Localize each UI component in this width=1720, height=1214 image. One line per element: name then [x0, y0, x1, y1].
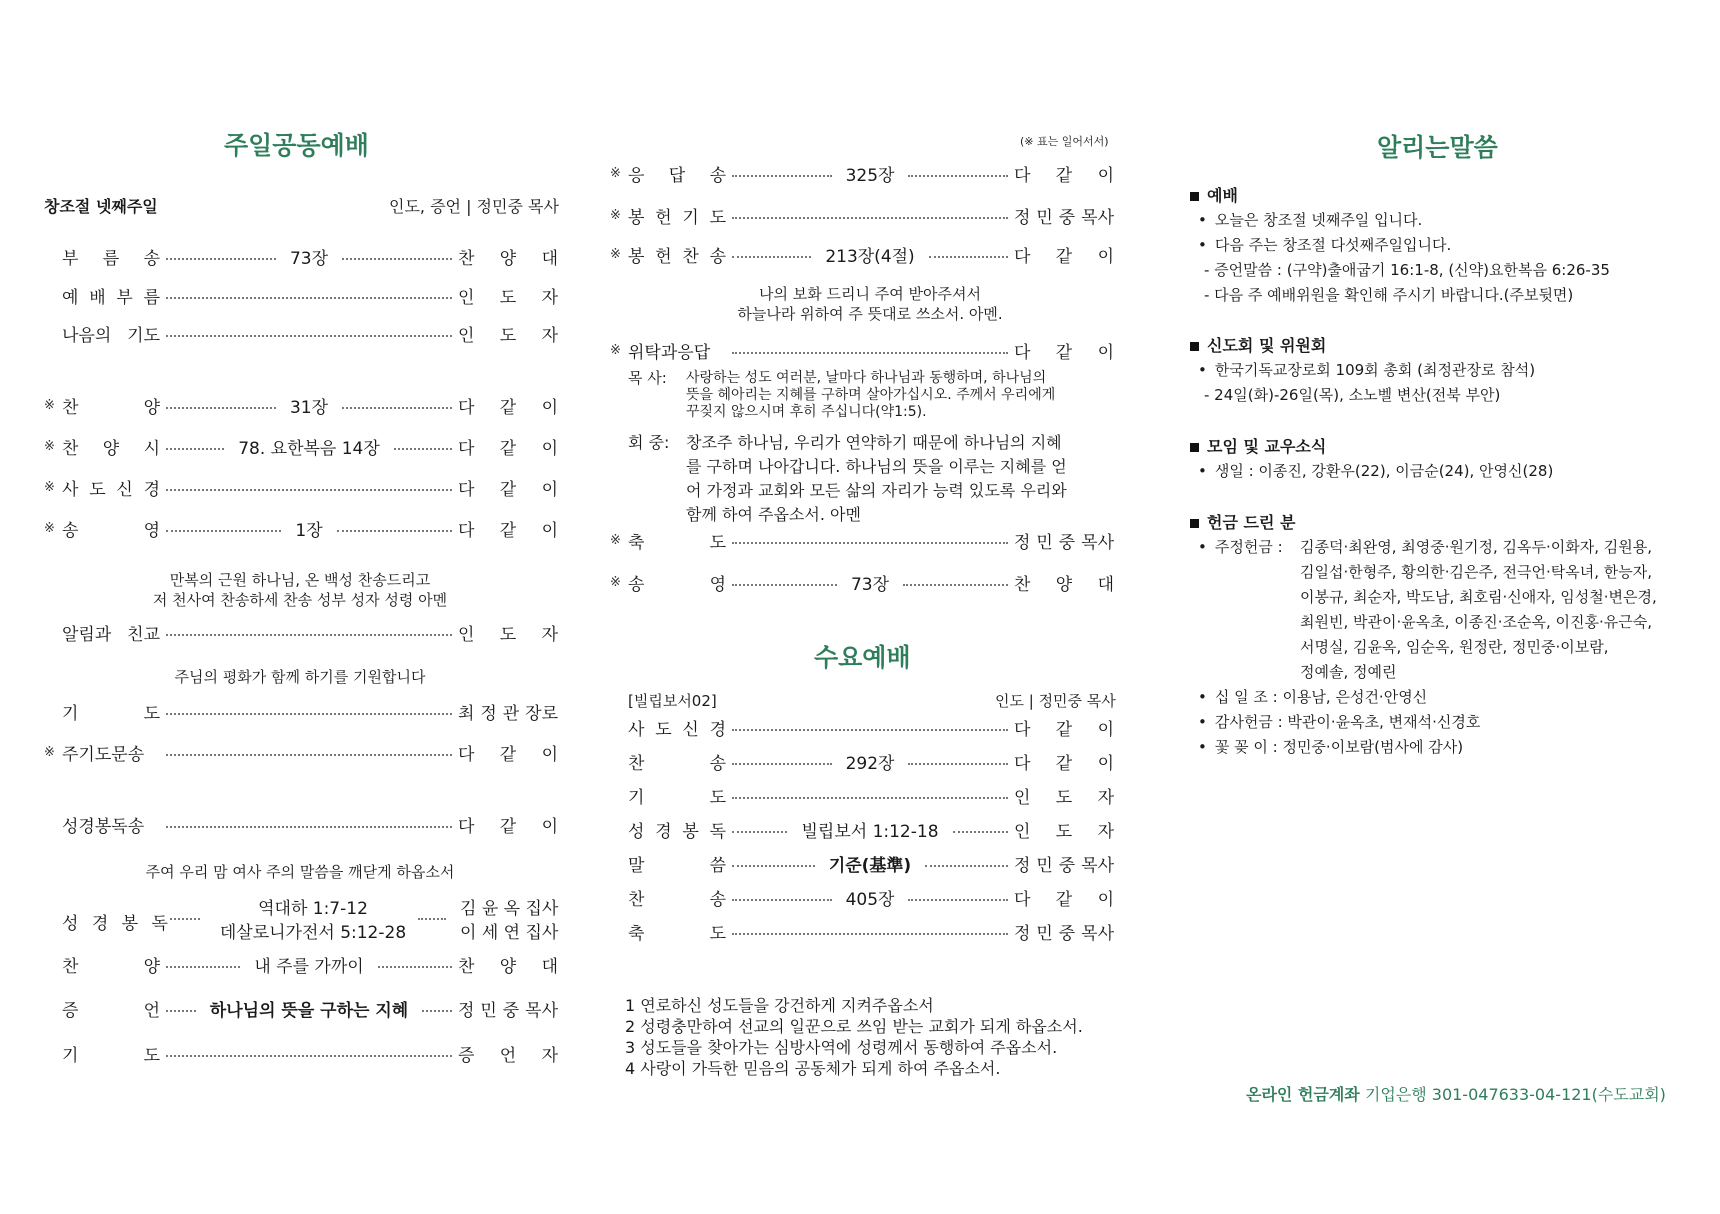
- order-responsible: 정 민 중 목사: [1014, 923, 1114, 944]
- order-value: 405장: [845, 889, 895, 910]
- order-responsible: 정 민 중 목사: [1014, 532, 1114, 553]
- pastor-line: 뜻을 헤아리는 지혜를 구하며 살아가십시오. 주께서 우리에게: [686, 387, 1056, 403]
- dot-leader: [342, 257, 452, 260]
- order-label: 나음의 기도: [62, 325, 160, 346]
- congregation-response: [628, 431, 1067, 527]
- reading-passages: [218, 897, 408, 945]
- order-label: 성경봉독송: [62, 816, 145, 837]
- order-row: [44, 619, 558, 645]
- order-value: 31장: [289, 397, 329, 418]
- reader-1: 김 윤 옥 집사: [460, 899, 559, 919]
- standing-mark: ※: [610, 532, 621, 548]
- dot-leader: [732, 583, 837, 586]
- standing-mark: ※: [44, 438, 55, 454]
- thanks-offering-line: • 감사헌금 : 박관이·윤옥초, 변재석·신경호: [1198, 710, 1657, 735]
- order-responsible: 찬 양 대: [458, 956, 558, 977]
- prayer-item: 3 성도들을 찾아가는 심방사역에 성령께서 동행하여 주옵소서.: [625, 1038, 1058, 1057]
- offering-line-2: 하늘나라 위하여 주 뜻대로 쓰소서. 아멘.: [737, 305, 1003, 323]
- announcement-line: - 24일(화)-26일(목), 소노벨 변산(전북 부안): [1204, 386, 1501, 404]
- dot-leader: [732, 351, 1008, 354]
- dot-leader: [166, 257, 276, 260]
- order-value: 292장: [845, 753, 895, 774]
- order-row: [44, 811, 558, 837]
- order-row: [610, 569, 1114, 595]
- order-label: 기 도: [62, 1045, 160, 1066]
- order-value: 기준(基準): [828, 855, 912, 876]
- order-label: 찬 양 시: [62, 438, 160, 459]
- offering-names: 김종덕·최완영, 최영중·원기정, 김옥두·이화자, 김원용,: [1300, 538, 1652, 556]
- announcements-title: 알리는말씀: [1377, 133, 1498, 162]
- order-responsible: 다 같 이: [458, 397, 558, 418]
- order-responsible: 다 같 이: [458, 438, 558, 459]
- order-row: [44, 515, 558, 541]
- order-row: [44, 951, 558, 977]
- order-row: [44, 698, 558, 724]
- square-bullet-icon: [1190, 443, 1199, 452]
- order-label: 기 도: [628, 787, 726, 808]
- order-responsible: 다 같 이: [458, 520, 558, 541]
- order-responsible: 다 같 이: [1014, 889, 1114, 910]
- order-label: 주기도문송: [62, 744, 145, 765]
- order-row: [610, 782, 1114, 808]
- order-row: [610, 816, 1114, 842]
- congregation-line: 어 가정과 교회와 모든 삶의 자리가 능력 있도록 우리와: [686, 481, 1067, 500]
- order-value: 내 주를 가까이: [254, 956, 364, 977]
- order-row: [610, 714, 1114, 740]
- dot-leader: [732, 898, 832, 901]
- dot-leader: [166, 447, 224, 450]
- prayer-item: 4 사랑이 가득한 믿음의 공동체가 되게 하여 주옵소서.: [625, 1059, 1001, 1078]
- order-row: [44, 320, 558, 346]
- prayer-item: 2 성령충만하여 선교의 일꾼으로 쓰임 받는 교회가 되게 하옵소서.: [625, 1017, 1083, 1036]
- order-row: [610, 918, 1114, 944]
- announcement-line: • 생일 : 이종진, 강환우(22), 이금순(24), 안영신(28): [1198, 459, 1553, 484]
- section-heading: 모임 및 교우소식: [1190, 434, 1553, 459]
- main-worship-title: 주일공동예배: [224, 131, 369, 160]
- order-label: 사 도 신 경: [62, 479, 160, 500]
- dot-leader: [342, 406, 452, 409]
- order-label: 송 영: [628, 574, 726, 595]
- order-responsible: 찬 양 대: [458, 248, 558, 269]
- scripture-prayer: 주여 우리 맘 여사 주의 말씀을 깨닫게 하옵소서: [145, 863, 455, 881]
- order-row: [44, 739, 558, 765]
- standing-mark: ※: [44, 744, 55, 760]
- order-responsible: 다 같 이: [1014, 246, 1114, 267]
- offering-names: 최원빈, 박관이·윤옥초, 이종진·조순옥, 이진홍·유근숙,: [1300, 613, 1652, 631]
- order-label: 말 씀: [628, 855, 726, 876]
- announcements-news: [1190, 434, 1553, 484]
- order-value: 325장: [845, 165, 895, 186]
- order-label: 증 언: [62, 1000, 160, 1021]
- dot-leader: [732, 255, 811, 258]
- order-responsible: 다 같 이: [1014, 342, 1114, 363]
- order-label: 찬 송: [628, 753, 726, 774]
- order-row: [44, 995, 558, 1021]
- announcements-offerings: [1190, 510, 1657, 760]
- dot-leader: [337, 529, 452, 532]
- order-label: 축 도: [628, 923, 726, 944]
- order-responsible: 다 같 이: [1014, 753, 1114, 774]
- wednesday-worship-title: 수요예배: [814, 643, 911, 672]
- order-responsible: 정 민 중 목사: [1014, 207, 1114, 228]
- pastor-line: 사랑하는 성도 여러분, 날마다 하나님과 동행하며, 하나님의: [686, 370, 1047, 386]
- order-label: 봉 헌 기 도: [628, 207, 726, 228]
- square-bullet-icon: [1190, 519, 1199, 528]
- section-heading: 신도회 및 위원회: [1190, 333, 1535, 358]
- order-label: 찬 양: [62, 397, 160, 418]
- order-value: 1장: [295, 520, 323, 541]
- order-label: 알림과 친교: [62, 624, 160, 645]
- order-responsible: 정 민 중 목사: [458, 1000, 558, 1021]
- reader-2: 이 세 연 집사: [460, 923, 559, 943]
- order-label: 찬 송: [628, 889, 726, 910]
- order-row: [44, 243, 558, 269]
- standing-mark: ※: [44, 520, 55, 536]
- dot-leader: [166, 406, 276, 409]
- congregation-label: 회 중:: [628, 433, 670, 452]
- pastor-line: 꾸짖지 않으시며 후히 주십니다(약1:5).: [686, 404, 927, 420]
- online-account-footer: [1246, 1082, 1666, 1105]
- tithe-line: • 십 일 조 : 이용남, 은성건·안영신: [1198, 685, 1657, 710]
- order-responsible: 인 도 자: [458, 287, 558, 308]
- order-value: 213장(4절): [825, 246, 915, 267]
- order-label: 부 름 송: [62, 248, 160, 269]
- order-row: [610, 241, 1114, 267]
- offering-names: 이봉규, 최순자, 박도남, 최호림·신애자, 임성철·변은경,: [1300, 588, 1657, 606]
- passage-2: 데살로니가전서 5:12-28: [219, 923, 407, 943]
- announcement-line: • 다음 주는 창조절 다섯째주일입니다.: [1198, 233, 1610, 258]
- standing-mark: ※: [610, 207, 621, 223]
- announcements-worship: [1190, 183, 1610, 308]
- dot-leader: [908, 174, 1008, 177]
- reading-leader-b: [418, 918, 446, 920]
- pastor-label: 목 사:: [628, 369, 667, 387]
- offering-names: 서명실, 김윤옥, 임순옥, 원정란, 정민중·이보람,: [1300, 638, 1609, 656]
- dot-leader: [166, 753, 452, 756]
- order-responsible: 다 같 이: [458, 744, 558, 765]
- dot-leader: [732, 762, 832, 765]
- order-label: 송 영: [62, 520, 160, 541]
- leader-info: 인도, 증언 | 정민중 목사: [389, 197, 559, 216]
- passage-1: 역대하 1:7-12: [258, 899, 368, 919]
- offering-line-1: 나의 보화 드리니 주여 받아주셔서: [759, 285, 981, 303]
- doxology-line-2: 저 천사여 찬송하세 찬송 성부 성자 성령 아멘: [152, 591, 448, 609]
- announcement-line: • 오늘은 창조절 넷째주일 입니다.: [1198, 208, 1610, 233]
- offering-names: 김일섭·한형주, 황의한·김은주, 전극언·탁옥녀, 한능자,: [1300, 563, 1652, 581]
- dot-leader: [394, 447, 452, 450]
- dot-leader: [925, 864, 1008, 867]
- standing-mark: ※: [610, 165, 621, 181]
- order-responsible: 찬 양 대: [1014, 574, 1114, 595]
- dot-leader: [732, 541, 1008, 544]
- announcement-line: - 증언말씀 : (구약)출애굽기 16:1-8, (신약)요한복음 6:26-35: [1204, 261, 1610, 279]
- standing-mark: ※: [610, 342, 621, 358]
- order-row: [44, 282, 558, 308]
- dot-leader: [166, 633, 452, 636]
- dot-leader: [732, 174, 832, 177]
- dot-leader: [166, 334, 452, 337]
- congregation-line: 함께 하여 주옵소서. 아멘: [686, 505, 861, 524]
- standing-mark: ※: [610, 246, 621, 262]
- order-label: 축 도: [628, 532, 726, 553]
- order-row: [610, 337, 1114, 363]
- dot-leader: [422, 1009, 452, 1012]
- order-row: [610, 160, 1114, 186]
- offering-lyrics: [690, 284, 1050, 324]
- order-responsible: 인 도 자: [458, 325, 558, 346]
- order-responsible: 다 같 이: [458, 816, 558, 837]
- order-label: 예 배 부 름: [62, 287, 160, 308]
- order-row: [44, 1040, 558, 1066]
- section-heading: 예배: [1190, 183, 1610, 208]
- reading-label: 성 경 봉 독: [62, 914, 172, 934]
- order-value: 73장: [850, 574, 890, 595]
- order-responsible: 정 민 중 목사: [1014, 855, 1115, 876]
- order-label: 성 경 봉 독: [628, 821, 726, 842]
- dot-leader: [166, 529, 281, 532]
- order-row: [610, 527, 1114, 553]
- dot-leader: [166, 825, 452, 828]
- doxology-line-1: 만복의 근원 하나님, 온 백성 찬송드리고: [169, 571, 431, 589]
- order-row: [610, 748, 1114, 774]
- congregation-line: 를 구하며 나아갑니다. 하나님의 뜻을 이루는 지혜를 얻: [686, 457, 1067, 476]
- reading-readers: [460, 897, 558, 945]
- order-row: [44, 433, 558, 459]
- standing-note: (※ 표는 일어서서): [1020, 135, 1109, 148]
- dot-leader: [166, 296, 452, 299]
- square-bullet-icon: [1190, 192, 1199, 201]
- order-responsible: 다 같 이: [1014, 165, 1114, 186]
- dot-leader: [732, 216, 1008, 219]
- standing-mark: ※: [610, 574, 621, 590]
- dot-leader: [166, 488, 452, 491]
- prayer-list: [625, 995, 1083, 1079]
- order-row: [610, 850, 1114, 876]
- dot-leader: [953, 830, 1008, 833]
- peace-text: 주님의 평화가 함께 하기를 기원합니다: [174, 668, 426, 686]
- order-value: 78. 요한복음 14장: [238, 438, 380, 459]
- order-row: [610, 884, 1114, 910]
- order-row: [44, 392, 558, 418]
- order-label: 찬 양: [62, 956, 160, 977]
- dot-leader: [166, 1009, 196, 1012]
- dot-leader: [166, 965, 240, 968]
- order-label: 위탁과응답: [628, 342, 711, 363]
- order-responsible: 인 도 자: [458, 624, 558, 645]
- pastor-exhortation: [628, 370, 1055, 421]
- prayer-item: 1 연로하신 성도들을 강건하게 지켜주옵소서: [625, 996, 934, 1015]
- order-responsible: 다 같 이: [1014, 719, 1114, 740]
- standing-mark: ※: [44, 479, 55, 495]
- announcements-committee: [1190, 333, 1535, 408]
- dot-leader: [166, 712, 452, 715]
- order-label: 응 답 송: [628, 165, 726, 186]
- congregation-line: 창조주 하나님, 우리가 연약하기 때문에 하나님의 지혜: [686, 433, 1062, 452]
- wednesday-leader: 인도 | 정민중 목사: [995, 692, 1116, 710]
- dot-leader: [732, 932, 1008, 935]
- dot-leader: [732, 864, 815, 867]
- flowers-line: • 꽃 꽂 이 : 정민중·이보람(범사에 감사): [1198, 735, 1657, 760]
- order-value: 73장: [289, 248, 329, 269]
- announcement-line: - 다음 주 예배위원을 확인해 주시기 바랍니다.(주보뒷면): [1204, 286, 1574, 304]
- dot-leader: [732, 796, 1008, 799]
- announcement-line: • 한국기독교장로회 109회 총회 (최정관장로 참석): [1198, 358, 1535, 383]
- dot-leader: [378, 965, 452, 968]
- reading-leader-a: [170, 918, 200, 920]
- doxology-lyrics: [120, 570, 480, 610]
- order-responsible: 인 도 자: [1014, 821, 1115, 842]
- wednesday-series: [빌립보서02]: [628, 692, 717, 710]
- offering-names: 정예솔, 정예린: [1300, 663, 1397, 681]
- order-label: 봉 헌 찬 송: [628, 246, 726, 267]
- dot-leader: [732, 830, 787, 833]
- order-value: 빌립보서 1:12-18: [801, 821, 939, 842]
- dot-leader: [908, 898, 1008, 901]
- order-responsible: 인 도 자: [1014, 787, 1114, 808]
- section-heading: 헌금 드린 분: [1190, 510, 1657, 535]
- dot-leader: [929, 255, 1008, 258]
- online-account-label: 온라인 헌금계좌: [1246, 1085, 1360, 1104]
- order-responsible: 최 정 관 장로: [458, 703, 558, 724]
- dot-leader: [732, 728, 1008, 731]
- order-row: [44, 474, 558, 500]
- dot-leader: [903, 583, 1008, 586]
- standing-mark: ※: [44, 397, 55, 413]
- square-bullet-icon: [1190, 342, 1199, 351]
- order-row: [610, 202, 1114, 228]
- bank-account: 기업은행 301-047633-04-121(수도교회): [1364, 1085, 1666, 1104]
- order-label: 사 도 신 경: [628, 719, 726, 740]
- order-responsible: 다 같 이: [458, 479, 558, 500]
- order-responsible: 증 언 자: [458, 1045, 558, 1066]
- dot-leader: [908, 762, 1008, 765]
- weekly-offering-label: • 주정헌금 :: [1198, 535, 1300, 685]
- order-label: 기 도: [62, 703, 160, 724]
- dot-leader: [166, 1054, 452, 1057]
- season-label: 창조절 넷째주일: [44, 197, 158, 216]
- order-value: 하나님의 뜻을 구하는 지혜: [209, 1000, 409, 1021]
